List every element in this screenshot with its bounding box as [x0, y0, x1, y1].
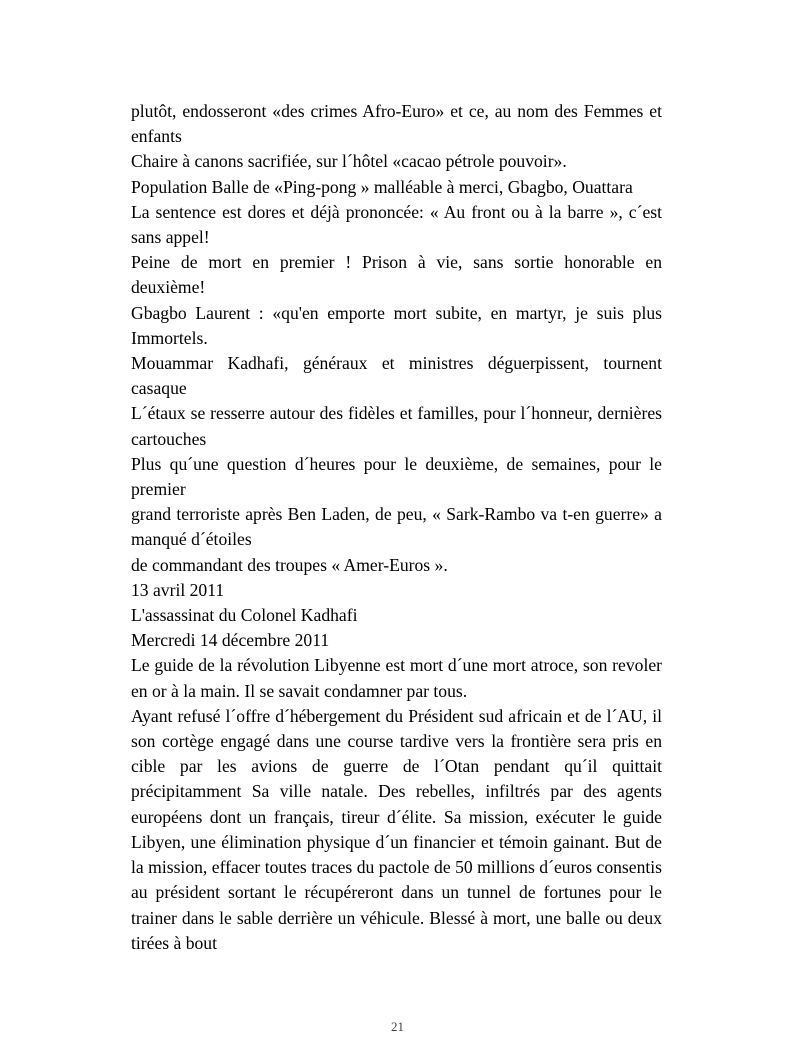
paragraph: L´étaux se resserre autour des fidèles et familles, pour l´honneur, dernières cartouches	[131, 403, 662, 449]
paragraph: Chaire à canons sacrifiée, sur l´hôtel «cacao pétrole pouvoir».	[131, 151, 567, 172]
paragraph: grand terroriste après Ben Laden, de peu, « Sark-Rambo va t-en guerre» a manqué d´étoiles	[131, 504, 662, 550]
paragraph: plutôt, endosseront «des crimes Afro-Euro» et ce, au nom des Femmes et enfants	[131, 101, 662, 147]
body-text	[131, 99, 662, 956]
page-number: 21	[391, 1019, 404, 1034]
paragraph: Ayant refusé l´offre d´hébergement du Président sud africain et de l´AU, il son cortège engagé dans une course tardive vers la frontière sera pris en cible par les avions de guerre de l´Otan pendant qu´il quittait précipitamment Sa ville natale. Des rebelles, infiltrés par des agents européens dont un français, tireur d´élite. Sa mission, exécuter le guide Libyen, une élimination physique d´un financier et témoin gainant. But de la mission, effacer toutes traces du pactole de 50 millions d´euros consentis au président sortant le récupéreront dans un tunnel de fortunes pour le trainer dans le sable derrière un véhicule. Blessé à mort, une balle ou deux tirées à bout	[131, 705, 662, 953]
paragraph: Peine de mort en premier ! Prison à vie, sans sortie honorable en deuxième!	[131, 252, 662, 298]
paragraph: Gbagbo Laurent : «qu'en emporte mort subite, en martyr, je suis plus Immortels.	[131, 302, 662, 348]
date-line: Mercredi 14 décembre 2011	[131, 630, 330, 651]
paragraph: La sentence est dores et déjà prononcée: « Au front ou à la barre », c´est sans appel!	[131, 201, 662, 248]
date-line: 13 avril 2011	[131, 579, 225, 600]
section-title: L'assassinat du Colonel Kadhafi	[131, 605, 358, 626]
paragraph: Plus qu´une question d´heures pour le deuxième, de semaines, pour le premier	[131, 453, 662, 500]
paragraph: Population Balle de «Ping-pong » malléable à merci, Gbagbo, Ouattara	[131, 176, 633, 197]
paragraph: Le guide de la révolution Libyenne est mort d´une mort atroce, son revoler en or à la main. Il se savait condamner par tous.	[131, 655, 662, 701]
paragraph: de commandant des troupes « Amer-Euros ».	[131, 554, 448, 575]
paragraph: Mouammar Kadhafi, généraux et ministres déguerpissent, tournent casaque	[131, 353, 662, 399]
